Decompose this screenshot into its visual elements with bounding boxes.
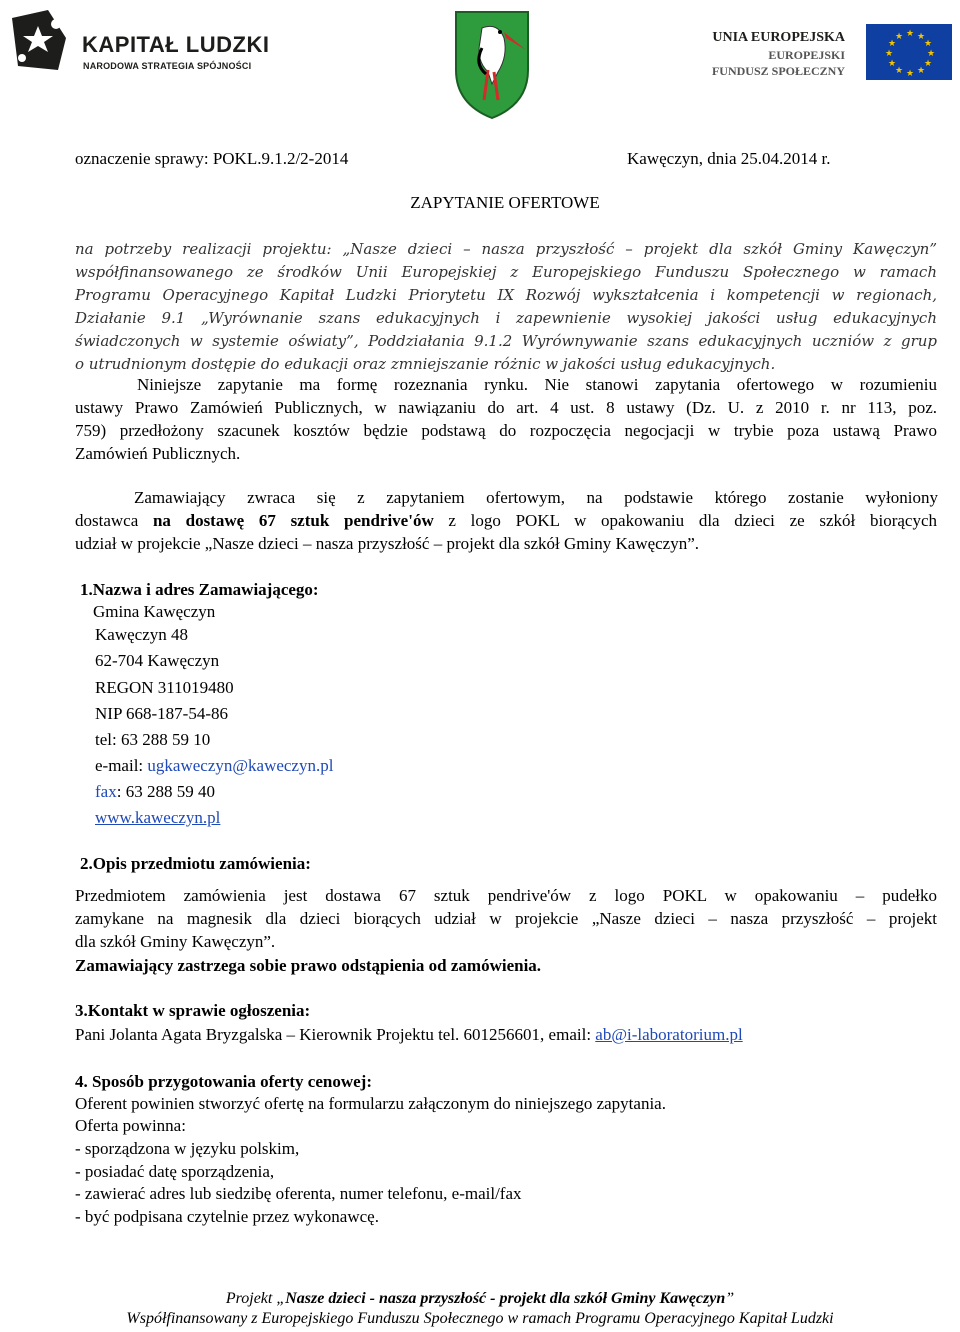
intro-line: o utrudnionym dostępie do edukacji oraz zmniejszanie różnic w jakości usług edukacyjnych.	[75, 355, 776, 373]
address-postal: 62-704 Kawęczyn	[95, 651, 220, 670]
intro-line: świadczonych w systemie oświaty”, Poddziałania 9.1.2 Wyrównywanie szans edukacyjnych uczniów z grup	[75, 332, 937, 350]
fax-label: fax	[95, 782, 117, 801]
section4-title: . Sposób przygotowania oferty cenowej:	[83, 1072, 372, 1091]
footer-suffix: ”	[725, 1290, 735, 1307]
request-line2-c: z logo POKL w opakowaniu dla dzieci ze szkół biorących	[433, 511, 937, 530]
svg-text:★: ★	[924, 59, 933, 69]
address-name: Gmina Kawęczyn	[93, 602, 216, 621]
intro-line: na potrzeby realizacji projektu: „Nasze dzieci – nasza przyszłość – projekt dla szkół Gminy Kawęczyn”	[75, 240, 937, 258]
section2-heading: 2.Opis przedmiotu zamówienia:	[80, 854, 311, 873]
request-line2-a: dostawca	[75, 511, 153, 530]
section2-line: dla szkół Gminy Kawęczyn”.	[75, 932, 276, 951]
svg-text:★: ★	[917, 32, 926, 42]
eu-logo	[700, 22, 955, 82]
website-link[interactable]: www.kaweczyn.pl	[95, 808, 221, 827]
stork-crest-icon	[452, 8, 532, 120]
section2-line: Przedmiotem zamówienia jest dostawa 67 sztuk pendrive'ów z logo POKL w opakowaniu – pudełko	[75, 886, 937, 905]
section3-contact	[75, 1024, 743, 1046]
section4-should: Oferta powinna:	[75, 1116, 186, 1135]
ue-line2: EUROPEJSKI	[768, 48, 845, 62]
address-tel: tel: 63 288 59 10	[95, 730, 211, 749]
address-nip: NIP 668-187-54-86	[95, 704, 228, 723]
request-line: udział w projekcie „Nasze dzieci – nasza przyszłość – projekt dla szkół Gminy Kawęczyn”.	[75, 534, 700, 553]
address-street: Kawęczyn 48	[95, 625, 188, 644]
list-item: - posiadać datę sporządzenia,	[75, 1162, 275, 1181]
footer-prefix: Projekt „	[225, 1290, 286, 1307]
note-line: Zamówień Publicznych.	[75, 444, 241, 463]
svg-text:★: ★	[885, 49, 894, 59]
section2-line: zamykane na magnesik dla dzieci biorących udział w projekcie „Nasze dzieci – nasza przyszłość – projekt	[75, 909, 937, 928]
note-line: Niniejsze zapytanie ma formę rozeznania rynku. Nie stanowi zapytania ofertowego w rozumieniu	[137, 375, 937, 394]
municipal-crest	[452, 8, 532, 120]
case-reference: oznaczenie sprawy: POKL.9.1.2/2-2014	[75, 149, 349, 168]
contact-email-link[interactable]: ab@i-laboratorium.pl	[595, 1025, 743, 1044]
svg-text:★: ★	[927, 49, 936, 59]
svg-text:★: ★	[888, 59, 897, 69]
kl-subtitle: NARODOWA STRATEGIA SPÓJNOŚCI	[83, 61, 252, 71]
request-line	[75, 510, 937, 532]
address-email	[95, 755, 333, 777]
ue-line3: FUNDUSZ SPOŁECZNY	[711, 64, 845, 78]
kapital-ludzki-logo	[8, 8, 288, 78]
list-item: - być podpisana czytelnie przez wykonawcę.	[75, 1207, 379, 1226]
footer-line2: Współfinansowany z Europejskiego Funduszu Społecznego w ramach Programu Operacyjnego Kapitał Ludzki	[126, 1310, 834, 1327]
address-regon: REGON 311019480	[95, 678, 234, 697]
section3-heading: 3.Kontakt w sprawie ogłoszenia:	[75, 1001, 311, 1020]
list-item: - zawierać adres lub siedzibę oferenta, numer telefonu, e-mail/fax	[75, 1184, 522, 1203]
svg-text:★: ★	[906, 29, 915, 39]
footer-project-name: Nasze dzieci - nasza przyszłość - projekt dla szkół Gminy Kawęczyn	[285, 1290, 726, 1307]
document-title: ZAPYTANIE OFERTOWE	[410, 193, 600, 212]
kl-star-emblem-icon	[8, 8, 72, 74]
note-line: ustawy Prawo Zamówień Publicznych, w nawiązaniu do art. 4 ust. 8 ustawy (Dz. U. z 2010 r. nr 113, poz.	[75, 398, 937, 417]
svg-text:★: ★	[906, 69, 915, 79]
svg-text:★: ★	[924, 39, 933, 49]
section1-heading: 1.Nazwa i adres Zamawiającego:	[80, 580, 319, 599]
svg-text:★: ★	[888, 39, 897, 49]
contact-text: Pani Jolanta Agata Bryzgalska – Kierownik Projektu tel. 601256601, email:	[75, 1025, 596, 1044]
svg-text:★: ★	[895, 32, 904, 42]
list-item: - sporządzona w języku polskim,	[75, 1139, 300, 1158]
svg-text:★: ★	[917, 66, 926, 76]
section2-reservation: Zamawiający zastrzega sobie prawo odstąpienia od zamówienia.	[75, 956, 542, 975]
section4-number: 4	[75, 1072, 84, 1091]
intro-line: Działanie 9.1 „Wyrównanie szans edukacyjnych i zapewnienie wysokiej jakości usług edukacyjnych	[75, 309, 937, 327]
section4-heading	[75, 1071, 372, 1093]
svg-text:★: ★	[895, 66, 904, 76]
footer-line1	[0, 1290, 960, 1308]
kl-title: KAPITAŁ LUDZKI	[82, 32, 270, 57]
intro-line: Programu Operacyjnego Kapitał Ludzki Priorytetu IX Rozwój wykształcenia i kompetencji w regionach,	[75, 286, 937, 304]
request-line: Zamawiający zwraca się z zapytaniem ofertowym, na podstawie którego zostanie wyłoniony	[134, 488, 938, 507]
address-fax	[95, 781, 215, 803]
section4-intro: Oferent powinien stworzyć ofertę na formularzu załączonym do niniejszego zapytania.	[75, 1094, 666, 1113]
fax-value: : 63 288 59 40	[116, 782, 215, 801]
eu-flag-icon	[866, 24, 952, 80]
intro-line: współfinansowanego ze środków Unii Europejskiej z Europejskiego Funduszu Społecznego w ramach	[75, 263, 937, 281]
request-item-bold: na dostawę 67 sztuk pendrive'ów	[152, 511, 434, 530]
email-label: e-mail:	[95, 756, 148, 775]
place-date: Kawęczyn, dnia 25.04.2014 r.	[627, 149, 831, 168]
email-link[interactable]: ugkaweczyn@kaweczyn.pl	[147, 756, 334, 775]
note-line: 759) przedłożony szacunek kosztów będzie podstawą do rozpoczęcia negocjacji w trybie poza ustawą Prawo	[75, 421, 937, 440]
ue-line1: UNIA EUROPEJSKA	[712, 30, 845, 45]
